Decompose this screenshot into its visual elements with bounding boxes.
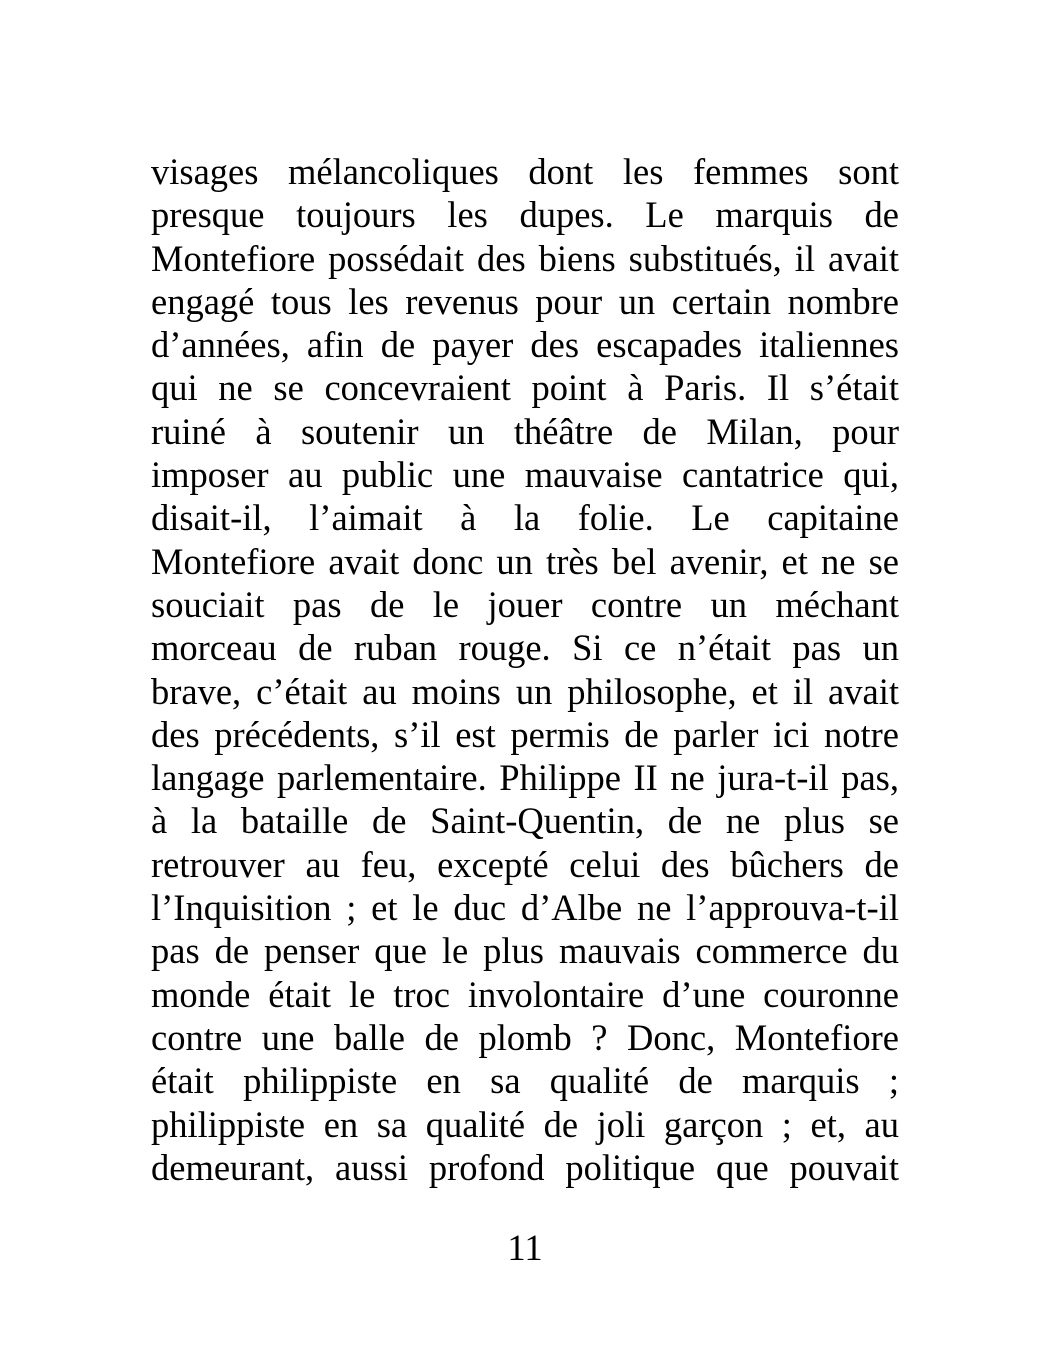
text-line: langage parlementaire. Philippe II ne jura-t-il pas,	[151, 757, 899, 799]
text-line: monde était le troc involontaire d’une couronne	[151, 973, 899, 1015]
text-line: pas de penser que le plus mauvais commerce du	[151, 930, 899, 972]
text-line: engagé tous les revenus pour un certain nombre	[151, 280, 899, 322]
text-line: contre une balle de plomb ? Donc, Montefiore	[151, 1016, 899, 1058]
text-line: visages mélancoliques dont les femmes sont	[151, 151, 899, 192]
text-line: retrouver au feu, excepté celui des bûchers de	[151, 843, 899, 885]
text-line: presque toujours les dupes. Le marquis de	[151, 194, 899, 236]
body-text	[151, 150, 899, 1189]
text-line: était philippiste en sa qualité de marquis ;	[151, 1060, 899, 1102]
text-line: disait-il, l’aimait à la folie. Le capitaine	[151, 497, 899, 539]
text-line: Montefiore avait donc un très bel avenir, et ne se	[151, 540, 899, 582]
text-line: à la bataille de Saint-Quentin, de ne plus se	[151, 800, 899, 842]
text-line: l’Inquisition ; et le duc d’Albe ne l’approuva-t-il	[151, 887, 899, 929]
text-line: d’années, afin de payer des escapades italiennes	[151, 324, 899, 366]
text-line: imposer au public une mauvaise cantatrice qui,	[151, 454, 899, 496]
text-line: Montefiore possédait des biens substitués, il avait	[151, 237, 899, 279]
text-line: philippiste en sa qualité de joli garçon ; et, au	[151, 1103, 899, 1145]
text-line: des précédents, s’il est permis de parler ici notre	[151, 713, 899, 755]
text-line: brave, c’était au moins un philosophe, et il avait	[151, 670, 899, 712]
page-number: 11	[507, 1227, 543, 1268]
text-line: ruiné à soutenir un théâtre de Milan, pour	[151, 410, 899, 452]
text-line: demeurant, aussi profond politique que pouvait	[151, 1146, 899, 1188]
text-line: morceau de ruban rouge. Si ce n’était pas un	[151, 627, 899, 669]
text-line: souciait pas de le jouer contre un méchant	[151, 583, 899, 625]
text-line: qui ne se concevraient point à Paris. Il s’était	[151, 367, 899, 409]
